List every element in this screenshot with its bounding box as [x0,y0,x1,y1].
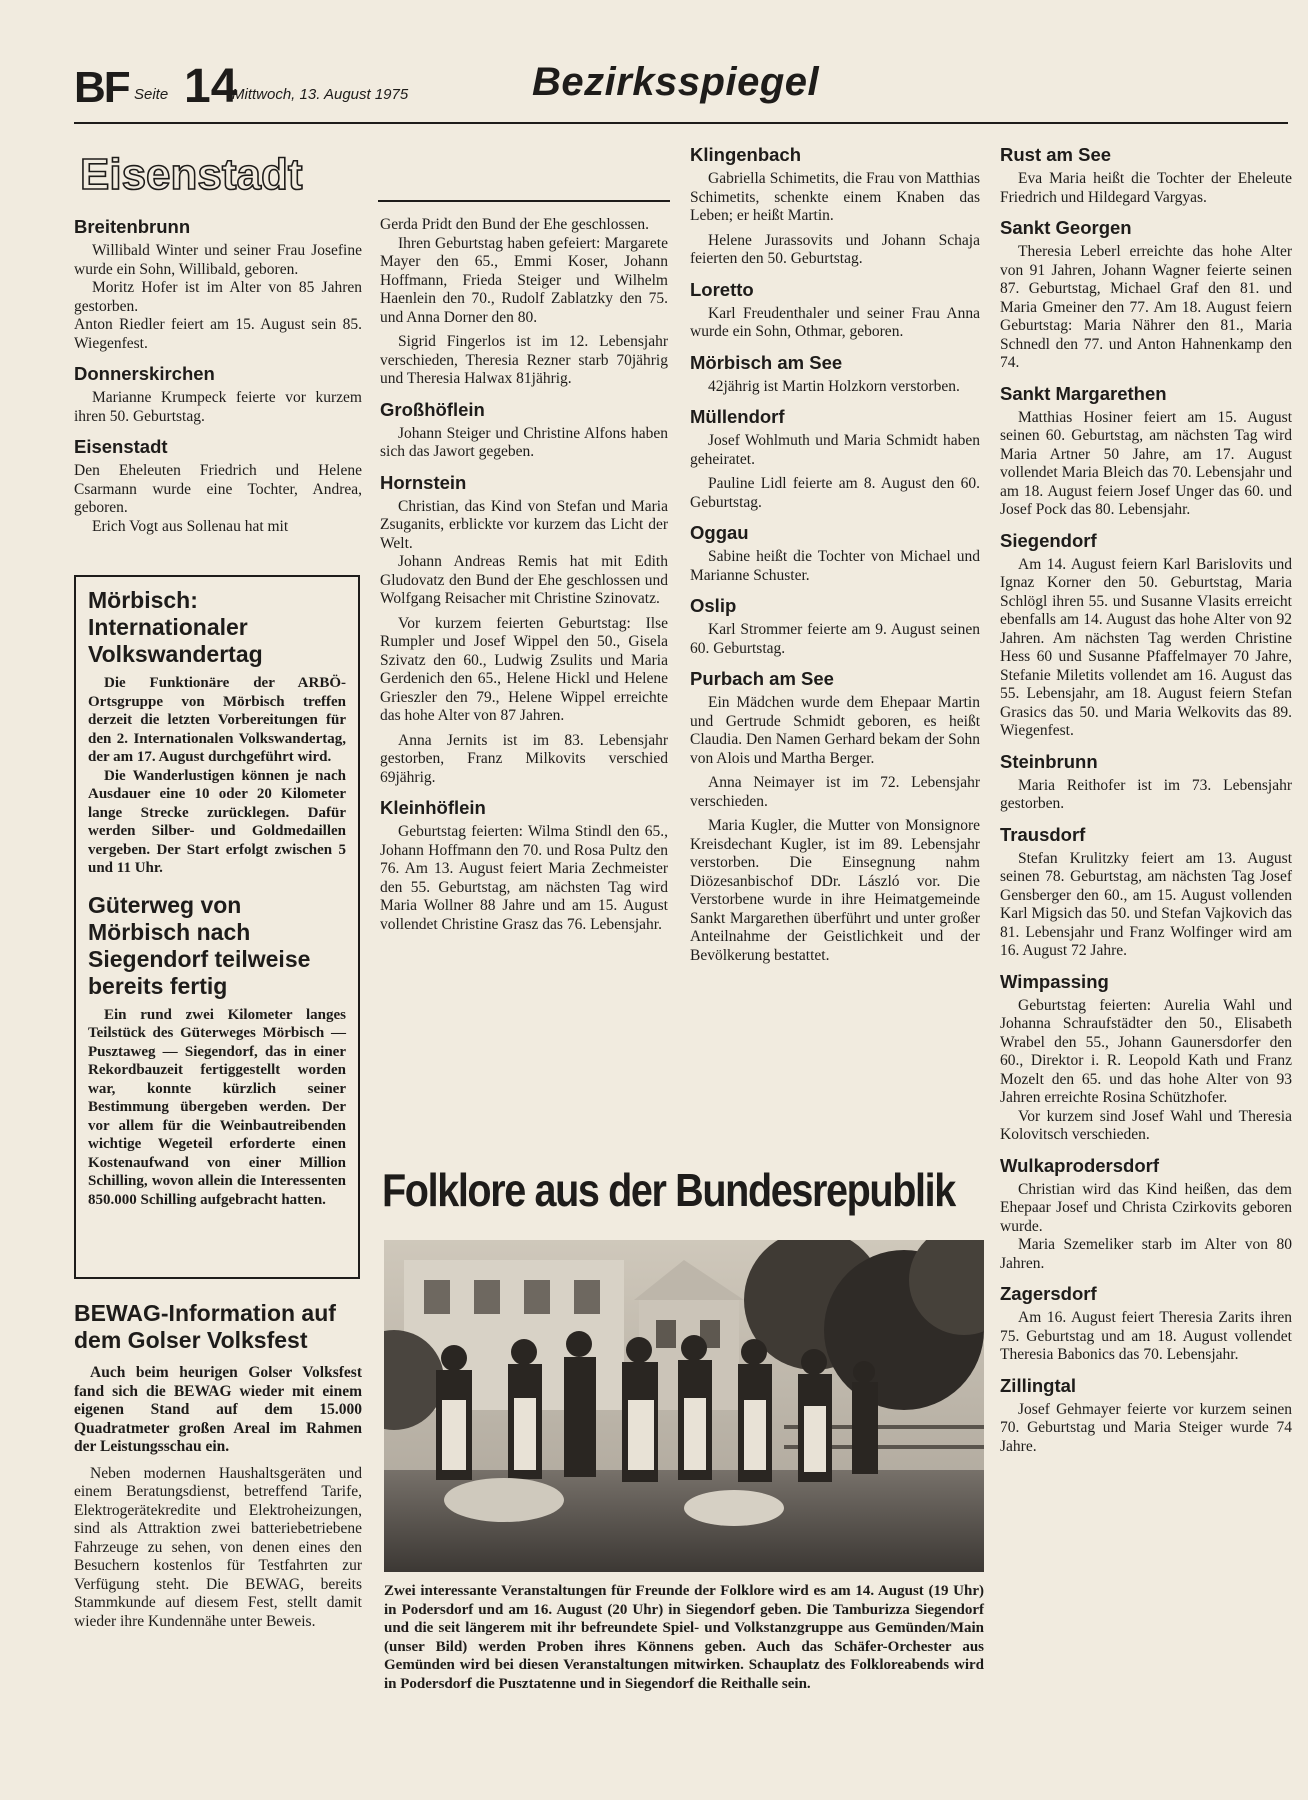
article-paragraph: Geburtstag feierten: Aurelia Wahl und Johanna Schraufstädter den 50., Elisabeth Wrabel den 55., Johann Gaunersdorfer den 60., Direktor i. R. Leopold Kath und Franz Mozelt den 65. und das hohe Alter von 93 Jahren erreichte Rosina Schützhofer. [1000,996,1292,1106]
article-paragraph: Anna Jernits ist im 83. Lebensjahr gestorben, Franz Milkovits verschied 69jährig. [380,731,668,786]
box-paragraph: Die Funktionäre der ARBÖ-Ortsgruppe von Mörbisch treffen derzeit die letzten Vorbereitungen für den 2. Internationalen Volkswandertag, der am 17. August durchgeführt wird. [88,675,346,765]
place-heading: Zagersdorf [1000,1283,1097,1304]
article-paragraph: Marianne Krumpeck feierte vor kurzem ihren 50. Geburtstag. [74,389,362,425]
article-paragraph: Willibald Winter und seiner Frau Josefine wurde ein Sohn, Willibald, geboren. [74,242,362,278]
place-heading: Wulkaprodersdorf [1000,1154,1159,1176]
article-paragraph: Karl Strommer feierte am 9. August seinen 60. Geburtstag. [690,621,980,657]
article-paragraph: Christian wird das Kind heißen, das dem Ehepaar Josef und Christa Czirkovits geboren wurde. [1000,1180,1292,1235]
column-4 [1000,144,1292,1456]
folklore-headline: Folklore aus der Bundesrepublik [382,1164,955,1216]
box-paragraph: Die Wanderlustigen können je nach Ausdauer eine 10 oder 20 Kilometer lange Strecke zurücklegen. Dafür werden Silber- und Goldmedaillen vergeben. Der Start erfolgt zwischen 5 und 11 Uhr. [88,767,346,876]
article-paragraph: Theresia Leberl erreichte das hohe Alter von 91 Jahren, Johann Wagner feierte seinen 87. Geburtstag, Michael Graf den 81. und Maria Gmeiner den 77. Am 18. August feiern Geburtstag: Maria Nährer den 81., Maria Schnedl den 77. und Anton Hahnenkamp den 74. [1000,243,1292,371]
section-title: Bezirksspiegel [532,60,820,104]
place-heading: Loretto [690,278,754,300]
page-label: Seite [134,86,169,103]
article-paragraph: Maria Reithofer ist im 73. Lebensjahr gestorben. [1000,776,1292,812]
place-heading: Mörbisch am See [690,351,843,373]
place-heading: Hornstein [380,471,467,493]
article-paragraph: Ein Mädchen wurde dem Ehepaar Martin und Gertrude Schmidt geboren, es heißt Claudia. Den Namen Gerhard bekam der Sohn von Alois und Martha Berger. [690,694,980,767]
place-heading: Zillingtal [1000,1374,1077,1396]
article-paragraph: Anton Riedler feiert am 15. August sein 85. Wiegenfest. [74,316,362,352]
boxed-article [74,575,360,1279]
place-heading: Donnerskirchen [74,363,215,384]
article-paragraph: Sabine heißt die Tochter von Michael und Marianne Schuster. [690,548,980,584]
place-heading: Breitenbrunn [74,216,191,237]
bewag-article [74,1300,362,1631]
place-heading: Eisenstadt [74,436,168,457]
article-paragraph: Helene Jurassovits und Johann Schaja feierten den 50. Geburtstag. [690,231,980,267]
article-paragraph: Maria Kugler, die Mutter von Monsignore Kreisdechant Kugler, ist im 89. Lebensjahr verstorben. Die Einsegnung nahm Diözesanbischof DDr. László vor. Die Verstorbene wurde in ihre Heimatgemeinde Sankt Margarethen überführt und unter großer Anteilnahme der Geistlichkeit und der Bevölkerung bestattet. [690,817,980,964]
article-paragraph: Christian, das Kind von Stefan und Maria Zsuganits, erblickte vor kurzem das Licht der Welt. [380,497,668,552]
article-paragraph: Vor kurzem sind Josef Wahl und Theresia Kolovitsch verschieden. [1000,1107,1292,1143]
place-heading: Steinbrunn [1000,750,1098,772]
article-paragraph: Eva Maria heißt die Tochter der Eheleute Friedrich und Hildegard Vargyas. [1000,170,1292,206]
article-paragraph: Johann Andreas Remis hat mit Edith Gludovatz den Bund der Ehe geschlossen und Wolfgang Reisacher mit Christine Szinovatz. [380,553,668,607]
page-header [74,58,1288,124]
place-heading: Sankt Georgen [1000,217,1132,238]
place-heading: Rust am See [1000,144,1112,165]
article-paragraph: Pauline Lidl feierte am 8. August den 60. Geburtstag. [690,475,980,511]
column-2 [380,216,668,934]
bewag-lead: Auch beim heurigen Golser Volksfest fand sich die BEWAG wieder mit einem eigenen Stand auf dem 15.000 Quadratmeter großen Areal im Rahmen der Leistungsschau ein. [74,1364,362,1455]
place-heading: Klingenbach [690,144,802,165]
article-paragraph: Anna Neimayer ist im 72. Lebensjahr verschieden. [690,774,980,810]
place-heading: Kleinhöflein [380,797,486,818]
article-paragraph: Geburtstag feierten: Wilma Stindl den 65., Johann Hoffmann den 70. und Rosa Pultz den 76. Am 13. August feiert Maria Zechmeister den 55. Geburtstag, am nächsten Tag wird Maria Wollner 88 Jahre und am 15. August vollendet Christine Grasz das 76. Lebensjahr. [380,823,668,933]
folklore-photo [384,1240,984,1572]
article-paragraph: Stefan Krulitzky feiert am 13. August seinen 78. Geburtstag, am nächsten Tag Josef Gensberger den 60., am 15. August vollenden Karl Migsich das 50. und Stefan Vajkovich das 81. Lebensjahr und Franz Wolfinger wird am 16. August 72 Jahre. [1000,849,1292,959]
article-paragraph: Vor kurzem feierten Geburtstag: Ilse Rumpler und Josef Wippel den 50., Gisela Szivatz den 60., Ludwig Zsulits und Maria Gerdenich den 65., Helene Hickl und Helene Grieszler den 79., Helene Wippel erreichte das hohe Alter von 87 Jahren. [380,614,668,724]
place-heading: Purbach am See [690,668,834,689]
article-paragraph: Erich Vogt aus Sollenau hat mit [92,517,289,535]
place-heading: Oggau [690,522,749,543]
bewag-headline: BEWAG-Information auf dem Golser Volksfest [74,1300,336,1353]
page-number: 14 [184,60,238,113]
place-heading: Sankt Margarethen [1000,382,1167,404]
place-heading: Großhöflein [380,398,485,420]
article-paragraph: Sigrid Fingerlos ist im 12. Lebensjahr verschieden, Theresia Rezner starb 70jährig und Theresia Halwax 81jährig. [380,333,668,387]
article-paragraph: Den Eheleuten Friedrich und Helene Csarmann wurde eine Tochter, Andrea, geboren. [74,462,362,516]
photo-caption: Zwei interessante Veranstaltungen für Freunde der Folklore wird es am 14. August (19 Uhr) in Podersdorf und am 16. August (20 Uhr) in Siegendorf geben. Die Tamburizza Siegendorf und die seit längerem mit ihr befreundete Spiel- und Volkstanzgruppe aus Gemünden/Main (unser Bild) werden Proben ihres Könnens geben. Auch das Schäfer-Orchester aus Gemünden wird bei diesen Veranstaltungen mitwirken. Schauplatz des Folkloreabends wird in Podersdorf die Pusztatenne und in Siegendorf die Reithalle sein. [384,1583,984,1692]
issue-date: Mittwoch, 13. August 1975 [232,86,409,103]
bewag-paragraph: Neben modernen Haushaltsgeräten und einem Beratungsdienst, betreffend Tarife, Elektrogerätekredite und Elektroheizungen, sind als Attraktion zwei batteriebetriebene Fahrzeuge zu sehen, von denen eines den Besuchern kostenlos für Testfahrten zur Verfügung steht. Die BEWAG, bereits Stammkunde auf diesem Fest, stellt damit wieder ihre Kundennähe unter Beweis. [74,1464,362,1630]
photo-halftone [384,1240,984,1572]
column-3 [690,144,980,965]
newspaper-logo: BF [74,63,129,112]
article-paragraph: Gerda Pridt den Bund der Ehe geschlossen. [380,216,650,233]
column-divider [378,200,670,202]
box-headline: Güterweg von Mörbisch nach Siegendorf teilweise bereits fertig [88,891,311,999]
article-paragraph: Gabriella Schimetits, die Frau von Matthias Schimetits, schenkte einem Knaben das Leben; er heißt Martin. [690,170,980,224]
article-paragraph: Maria Szemeliker starb im Alter von 80 Jahren. [1000,1236,1292,1272]
district-title: Eisenstadt [80,150,303,199]
article-paragraph: Johann Steiger und Christine Alfons haben sich das Jawort gegeben. [380,424,668,460]
place-heading: Oslip [690,595,737,616]
article-paragraph: Am 16. August feiert Theresia Zarits ihren 75. Geburtstag und am 18. August vollendet Theresia Babonics das 70. Lebensjahr. [1000,1309,1292,1363]
article-paragraph: Karl Freudenthaler und seiner Frau Anna wurde ein Sohn, Othmar, geboren. [690,304,980,340]
article-paragraph: 42jährig ist Martin Holzkorn verstorben. [708,377,960,395]
article-paragraph: Am 14. August feiern Karl Barislovits und Ignaz Korner den 50. Geburtstag, Maria Schlögl ihren 55. und Susanne Vlasits erreicht ebenfalls am 14. August das hohe Alter von 92 Jahren. Am nächsten Tag werden Christine Hess 60 und Susanne Pfaffelmayer 70 Jahre, Stefanie Miletits vollendet am 16. August das 55. Lebensjahr, am 18. August feiern Stefan Grasics das 50. und Maria Welkovits das 89. Wiegenfest. [1000,555,1292,739]
place-heading: Trausdorf [1000,823,1086,845]
place-heading: Siegendorf [1000,529,1097,551]
article-paragraph: Matthias Hosiner feiert am 15. August seinen 60. Geburtstag, am nächsten Tag wird Maria Artner 50 Jahre, am 17. August vollendet Maria Bleich das 70. Lebensjahr und am 18. August feiern Josef Unger das 60. und Josef Pock das 80. Lebensjahr. [1000,408,1292,518]
place-heading: Wimpassing [1000,970,1109,992]
place-heading: Müllendorf [690,406,785,427]
box-paragraph: Ein rund zwei Kilometer langes Teilstück des Güterweges Mörbisch — Pusztaweg — Siegendorf, das in einer Rekordbauzeit fertiggestellt worden war, konnte kürzlich seiner Bestimmung übergeben werden. Der vor allem für die Weinbautreibenden wichtige Wegeteil erforderte einen Kostenaufwand von einer Million Schilling, wovon allein die Interessenten 850.000 Schilling aufgebracht hatten. [88,1006,346,1208]
article-paragraph: Josef Gehmayer feierte vor kurzem seinen 70. Geburtstag und Maria Steiger wurde 74 Jahre. [1000,1400,1292,1455]
column-1 [74,216,362,536]
article-paragraph: Ihren Geburtstag haben gefeiert: Margarete Mayer den 65., Emmi Koser, Johann Hoffmann, Frieda Steiger und Wilhelm Haenlein den 70., Rudolf Zablatzky den 75. und Anna Dorner den 80. [380,234,668,326]
box-headline: Mörbisch: Internationaler Volkswandertag [88,587,263,667]
article-paragraph: Josef Wohlmuth und Maria Schmidt haben geheiratet. [690,432,980,468]
article-paragraph: Moritz Hofer ist im Alter von 85 Jahren gestorben. [74,279,362,315]
